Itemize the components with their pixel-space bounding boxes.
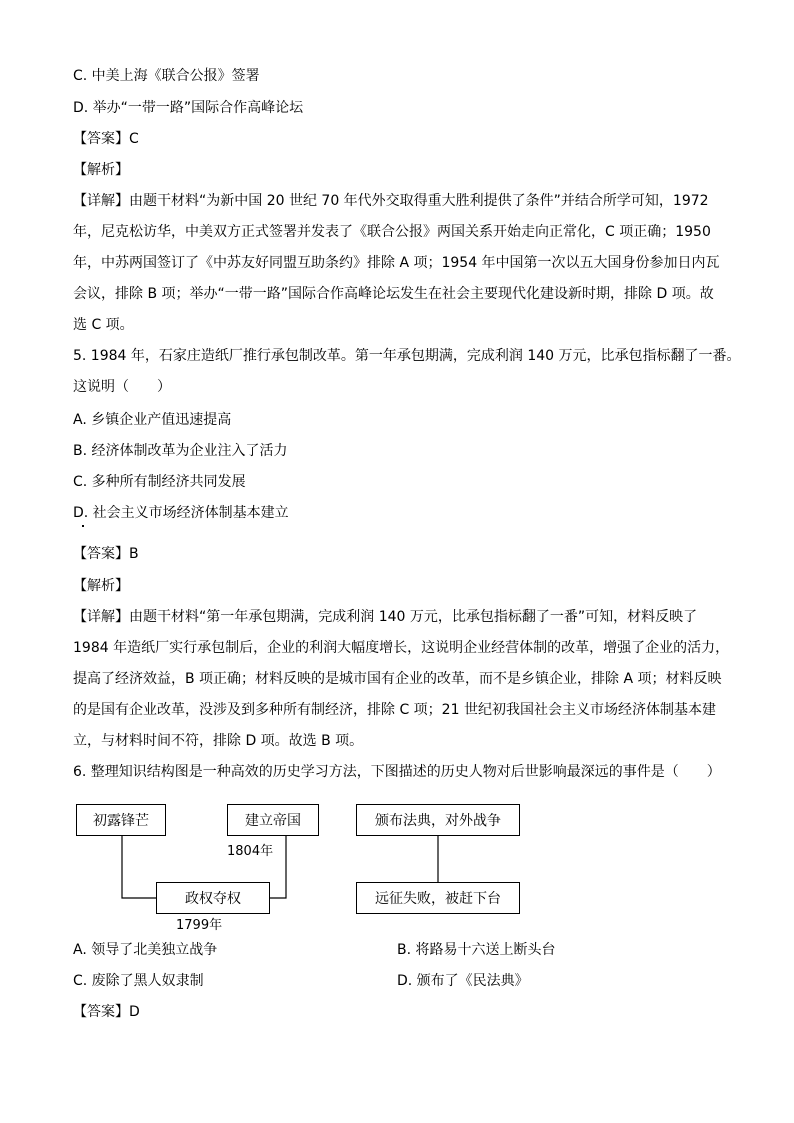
q4-analysis-label: 【解析】 [73,162,129,178]
q6-option-c: C. 废除了黑人奴隶制 [73,973,204,989]
q5-detail-line-1: 【详解】由题干材料“第一年承包期满，完成利润 140 万元，比承包指标翻了一番”可知，材料反映了 [73,609,698,625]
q5-detail-line-5: 立，与材料时间不符，排除 D 项。故选 B 项。 [73,733,364,749]
q4-detail-line-2: 年，尼克松访华，中美双方正式签署并发表了《联合公报》两国关系开始走向正常化，C 项正确；1950 [73,224,711,240]
box-empire: 建立帝国 [227,804,319,836]
year-label-1799: 1799年 [176,918,223,933]
stray-mark [82,525,84,527]
q5-option-c: C. 多种所有制经济共同发展 [73,474,246,490]
q4-answer: 【答案】C [73,131,139,147]
year-label-1799-clip [170,916,250,933]
year-label-1804: 1804年 [227,844,274,859]
q5-stem-line-2: 这说明（ ） [73,379,171,395]
q5-detail-line-4: 的是国有企业改革，没涉及到多种所有制经济，排除 C 项；21 世纪初我国社会主义市场经济体制基本建 [73,702,716,718]
q4-detail-line-1: 【详解】由题干材料“为新中国 20 世纪 70 年代外交取得重大胜利提供了条件”并结合所学可知，1972 [73,193,709,209]
q6-answer: 【答案】D [73,1004,140,1020]
q5-stem-line-1: 5. 1984 年，石家庄造纸厂推行承包制改革。第一年承包期满，完成利润 140 万元，比承包指标翻了一番。 [73,348,741,364]
q6-option-a: A. 领导了北美独立战争 [73,942,218,958]
q5-option-b: B. 经济体制改革为企业注入了活力 [73,443,288,459]
q4-detail-line-3: 年，中苏两国签订了《中苏友好同盟互助条约》排除 A 项；1954 年中国第一次以五大国身份参加日内瓦 [73,255,720,271]
box-law-war: 颁布法典，对外战争 [356,804,520,836]
q6-option-d: D. 颁布了《民法典》 [397,973,529,989]
q6-stem: 6. 整理知识结构图是一种高效的历史学习方法，下图描述的历史人物对后世影响最深远的事件是（ ） [73,764,721,780]
q5-option-a: A. 乡镇企业产值迅速提高 [73,412,232,428]
q6-option-b: B. 将路易十六送上断头台 [397,942,556,958]
q5-detail-line-2: 1984 年造纸厂实行承包制后，企业的利润大幅度增长，这说明企业经营体制的改革，增强了企业的活力， [73,640,730,656]
q5-option-d: D. 社会主义市场经济体制基本建立 [73,505,289,521]
box-defeat: 远征失败，被赶下台 [356,882,520,914]
q4-detail-line-5: 选 C 项。 [73,317,134,333]
box-coup: 政权夺权 [156,882,270,914]
q4-detail-line-4: 会议，排除 B 项；举办“一带一路”国际合作高峰论坛发生在社会主要现代化建设新时期，排除 D 项。故 [73,286,714,302]
q4-option-c: C. 中美上海《联合公报》签署 [73,68,260,84]
q5-answer: 【答案】B [73,546,139,562]
q5-detail-line-3: 提高了经济效益，B 项正确；材料反映的是城市国有企业的改革，而不是乡镇企业，排除 A 项；材料反映 [73,671,722,687]
connector-debut-coup [122,836,157,898]
box-debut: 初露锋芒 [76,804,166,836]
q5-analysis-label: 【解析】 [73,578,129,594]
q4-option-d: D. 举办“一带一路”国际合作高峰论坛 [73,100,304,116]
